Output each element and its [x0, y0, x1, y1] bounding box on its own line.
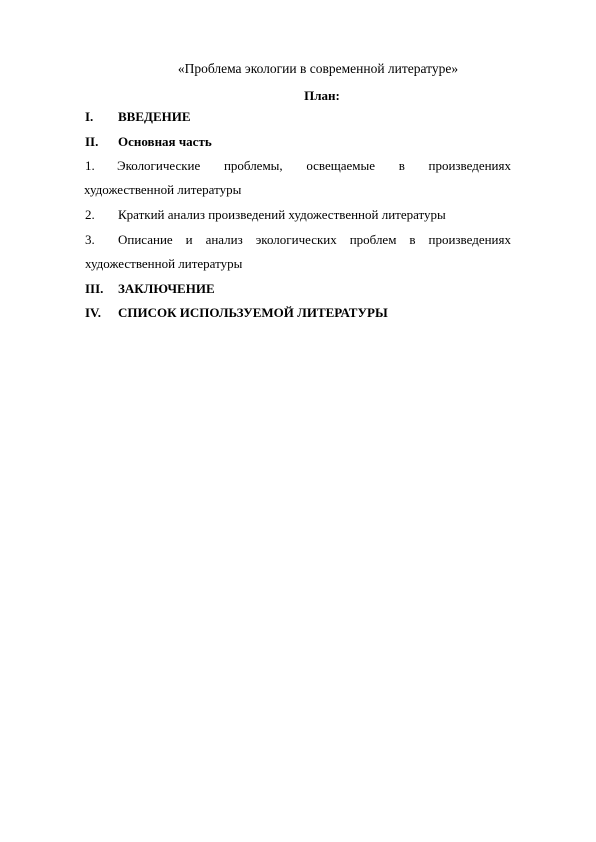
item-number: 2. — [85, 207, 95, 222]
list-item-1 — [85, 154, 511, 202]
list-item-main-part — [85, 133, 511, 151]
list-item-3 — [85, 228, 511, 276]
item-text-content: ВВЕДЕНИЕ — [118, 109, 191, 124]
item-text-content: Описание и анализ экологических проблем в произведениях художественной литературы — [85, 232, 511, 271]
item-number: III. — [85, 281, 104, 296]
item-number: II. — [85, 134, 99, 149]
item-text-content: Краткий анализ произведений художественной литературы — [118, 207, 446, 222]
plan-heading: План: — [304, 88, 340, 103]
item-text-content: Экологические проблемы, освещаемые в произведениях художественной литературы — [84, 158, 511, 197]
item-number: 3. — [85, 232, 95, 247]
list-item-introduction — [85, 108, 511, 126]
item-number: 1. — [85, 158, 95, 173]
list-item-bibliography — [85, 304, 511, 322]
item-text — [84, 154, 511, 202]
item-text-content: ЗАКЛЮЧЕНИЕ — [118, 281, 215, 296]
item-number: IV. — [85, 305, 102, 320]
item-text-content: Основная часть — [118, 134, 212, 149]
item-text-content: СПИСОК ИСПОЛЬЗУЕМОЙ ЛИТЕРАТУРЫ — [118, 305, 388, 320]
document-title: «Проблема экологии в современной литературе» — [177, 61, 459, 76]
item-text — [85, 133, 511, 151]
item-text — [85, 304, 511, 322]
list-item-conclusion — [85, 280, 511, 298]
item-text — [85, 108, 511, 126]
item-text — [85, 206, 511, 224]
list-item-2 — [85, 206, 511, 224]
item-text — [85, 280, 511, 298]
item-text — [85, 228, 511, 276]
item-number: I. — [85, 109, 94, 124]
